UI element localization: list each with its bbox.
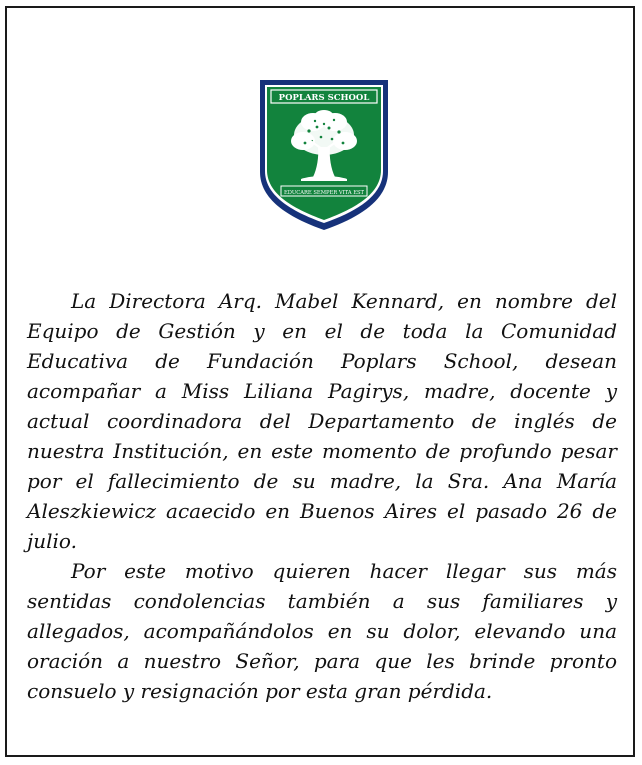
letter-paragraph-1: La Directora Arq. Mabel Kennard, en nombre del Equipo de Gestión y en el de toda la Comunidad Educativa de Fundación Poplars School, desean acompañar a Miss Liliana Pagirys, madre, docente y actual coordinadora del Departamento de inglés de nuestra Institución, en este momento de profundo pesar por el fallecimiento de su madre, la Sra. Ana María Aleszkiewicz acaecido en Buenos Aires el pasado 26 de julio. [27, 289, 617, 553]
letter-paragraph-2: Por este motivo quieren hacer llegar sus más sentidas condolencias también a sus familiares y allegados, acompañándolos en su dolor, elevando una oración a nuestro Señor, para que les brinde pronto consuelo y resignación por esta gran pérdida. [27, 559, 617, 703]
crest-motto-text: EDUCARE SEMPER VITA EST [283, 190, 365, 196]
document-frame [5, 6, 635, 757]
crest-banner-text: POPLARS SCHOOL [278, 93, 370, 103]
school-crest-logo [257, 77, 391, 233]
condolence-letter [27, 286, 617, 706]
